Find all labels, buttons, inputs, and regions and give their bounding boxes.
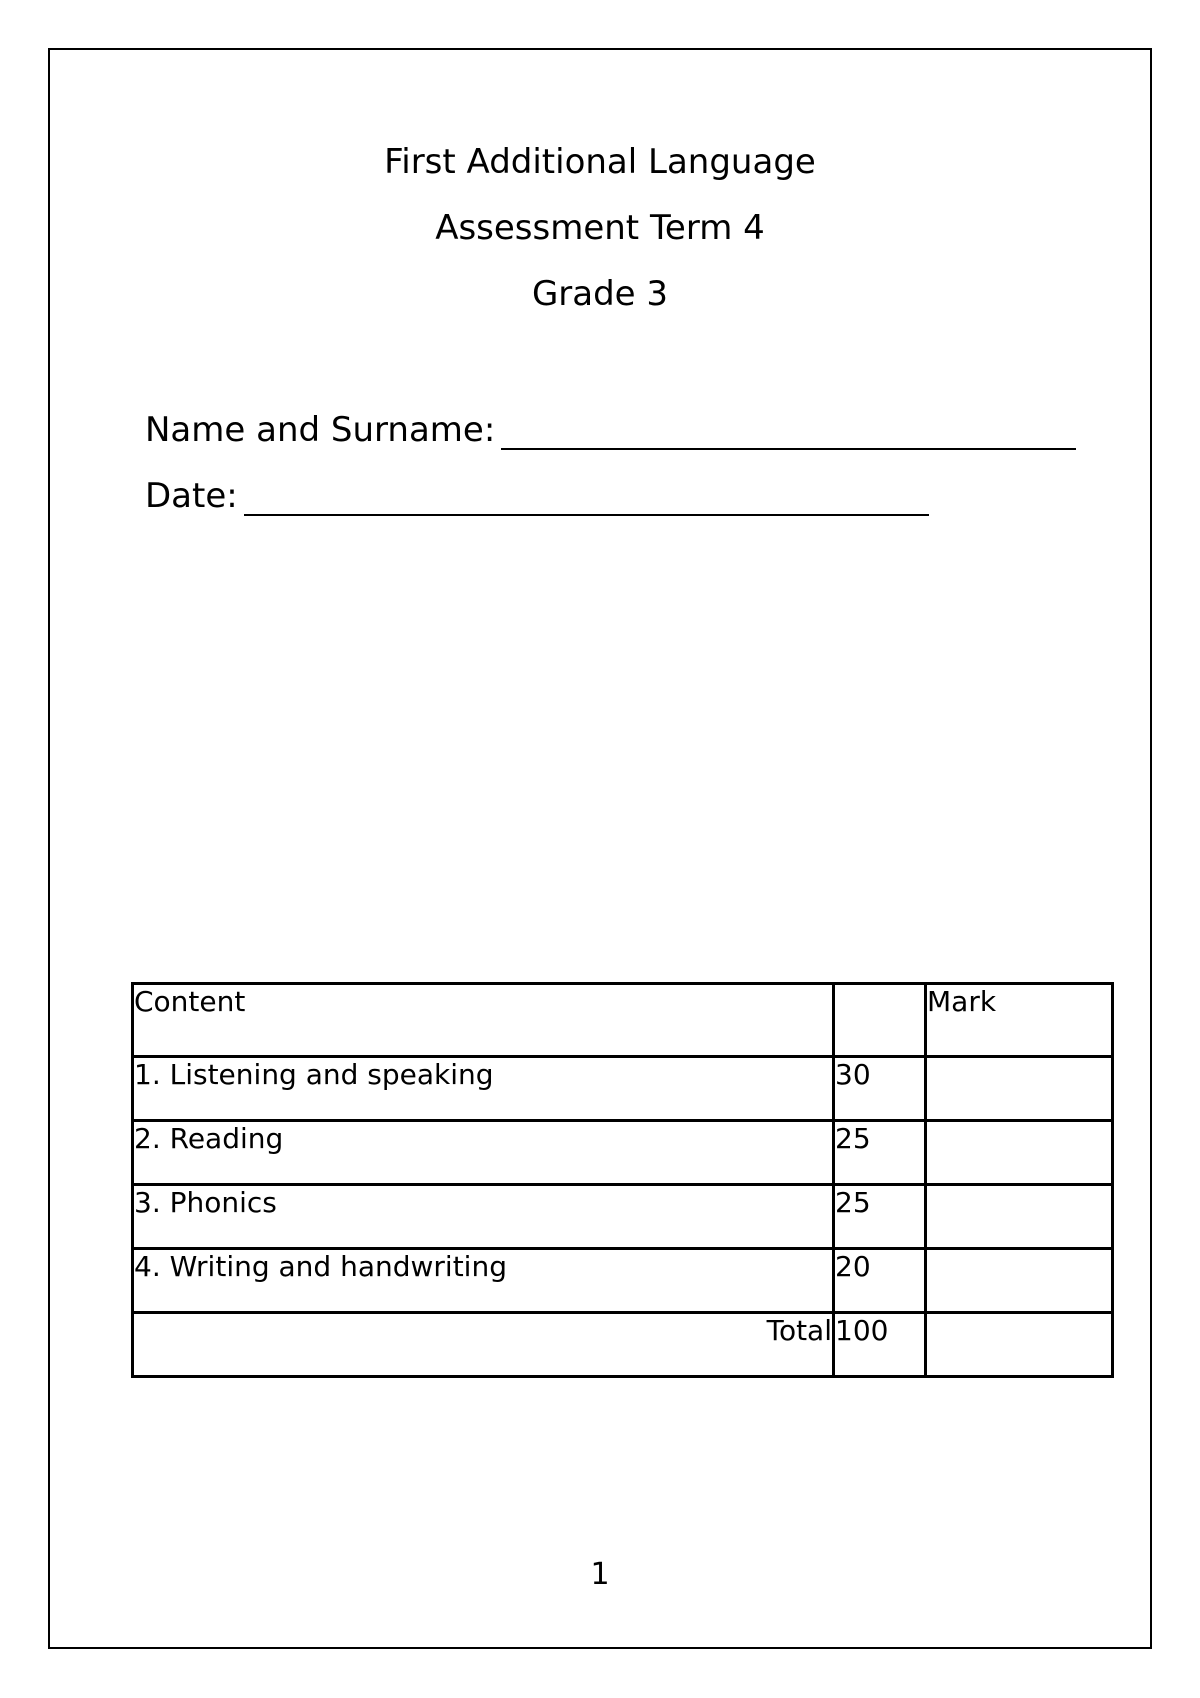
name-label: Name and Surname:: [145, 410, 496, 450]
row-label: 4. Writing and handwriting: [133, 1249, 834, 1313]
marks-table: [131, 982, 1114, 1378]
header-content: Content: [133, 984, 834, 1057]
table-row: [133, 1249, 1113, 1313]
total-label: Total: [133, 1313, 834, 1377]
subject-title: First Additional Language: [384, 142, 816, 182]
page-number: 1: [590, 1557, 610, 1592]
total-row: [133, 1313, 1113, 1377]
date-input-line[interactable]: [244, 486, 929, 516]
date-label: Date:: [145, 476, 238, 516]
row-label: 1. Listening and speaking: [133, 1057, 834, 1121]
row-total: 25: [834, 1185, 926, 1249]
header-mark: Mark: [926, 984, 1113, 1057]
row-mark-cell[interactable]: [926, 1057, 1113, 1121]
row-mark-cell[interactable]: [926, 1249, 1113, 1313]
name-input-line[interactable]: [501, 420, 1076, 450]
date-field-row: [145, 476, 929, 516]
assessment-title: Assessment Term 4: [435, 208, 765, 248]
row-mark-cell[interactable]: [926, 1121, 1113, 1185]
row-mark-cell[interactable]: [926, 1185, 1113, 1249]
table-header-row: [133, 984, 1113, 1057]
grade-title: Grade 3: [531, 274, 669, 314]
total-value: 100: [834, 1313, 926, 1377]
table-row: [133, 1121, 1113, 1185]
row-label: 3. Phonics: [133, 1185, 834, 1249]
total-mark-cell[interactable]: [926, 1313, 1113, 1377]
row-total: 30: [834, 1057, 926, 1121]
row-total: 20: [834, 1249, 926, 1313]
header-total: [834, 984, 926, 1057]
name-field-row: [145, 410, 1076, 450]
table-row: [133, 1185, 1113, 1249]
table-row: [133, 1057, 1113, 1121]
row-total: 25: [834, 1121, 926, 1185]
row-label: 2. Reading: [133, 1121, 834, 1185]
